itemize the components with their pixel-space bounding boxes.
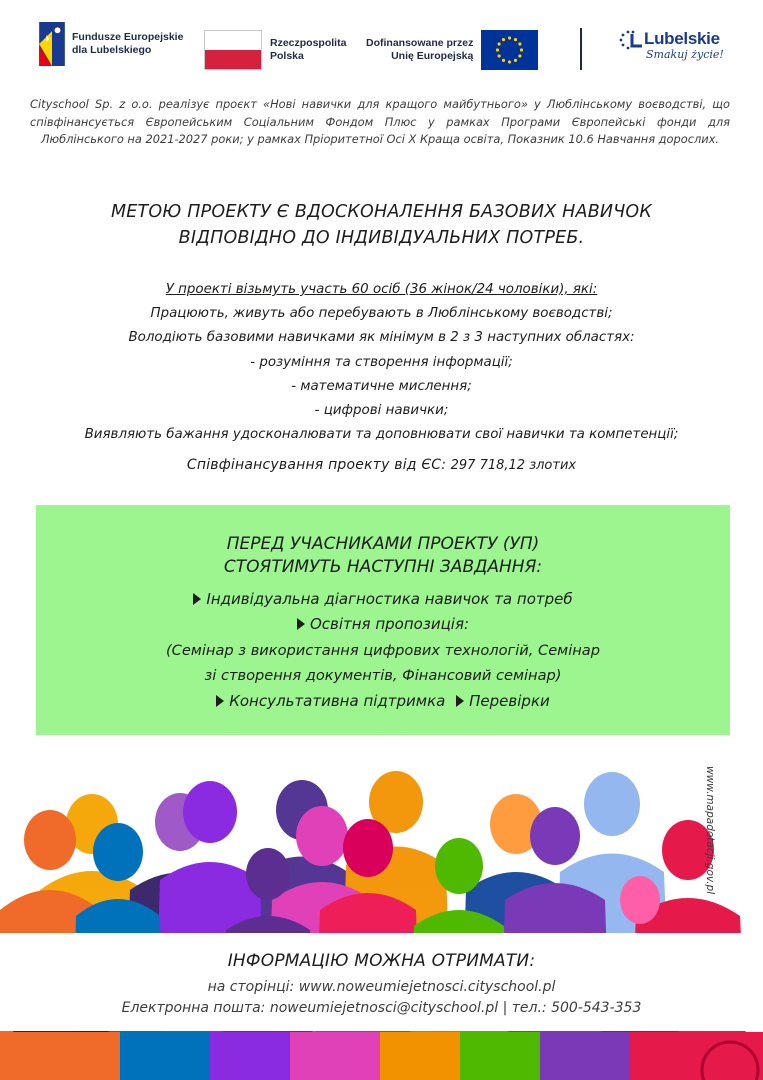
participants-line: Працюють, живуть або перебувають в Люблінському воєводстві; (150, 306, 613, 322)
logo-divider (580, 28, 582, 70)
participants-heading: У проекті візьмуть участь 60 осіб (36 жінок/24 чоловіки), які: (165, 282, 598, 297)
participants-line: - математичне мислення; (291, 378, 472, 394)
lubelskie-logo (618, 28, 724, 61)
fe-logo-line2: dla Lubelskiego (72, 44, 152, 56)
tasks-box (36, 505, 730, 735)
info-title: ІНФОРМАЦІЮ МОЖНА ОТРИМАТИ: (227, 951, 536, 971)
tasks-title-line1: ПЕРЕД УЧАСНИКАМИ ПРОЕКТУ (УП) (226, 534, 540, 554)
cofinancing-label: Співфінансування проекту від ЄС: (186, 457, 447, 473)
task-seminars-line1: (Семінар з використання цифрових технологій, Семінар (165, 642, 600, 659)
participants-section (20, 278, 743, 447)
lubelskie-slogan: Smakuj życie! (646, 48, 724, 61)
task-item-label: Індивідуальна діагностика навичок та потреб (206, 590, 573, 608)
task-item-label: Перевірки (469, 692, 550, 710)
goal-line1: МЕТОЮ ПРОЕКТУ Є ВДОСКОНАЛЕННЯ БАЗОВИХ НАВИЧОК (110, 202, 653, 222)
cofinancing-value: 297 718,12 злотих (450, 458, 577, 473)
pl-logo (204, 30, 346, 70)
task-item-support (36, 692, 730, 710)
tasks-title (36, 533, 730, 579)
eu-flag-icon (481, 30, 538, 70)
triangle-bullet-icon (216, 695, 224, 707)
participants-line: Виявляють бажання удосконалювати та доповнювати свої навички та компетенції; (84, 427, 679, 443)
participants-line: - цифрові навички; (314, 403, 449, 419)
participants-line: Володіють базовими навичками як мінімум в 2 з 3 наступних областях: (128, 330, 635, 346)
info-bar (0, 933, 763, 1031)
lubelskie-emblem-icon (618, 28, 644, 50)
triangle-bullet-icon (193, 593, 201, 605)
silhouette-bottom-strip (0, 1032, 763, 1080)
task-item-label: Консультативна підтримка (229, 692, 446, 710)
task-seminars (36, 638, 730, 688)
project-goal (20, 199, 743, 251)
eu-logo-line2: Unię Europejską (391, 50, 474, 62)
eu-logo (366, 30, 538, 70)
triangle-bullet-icon (456, 695, 464, 707)
poland-flag-icon (204, 30, 262, 70)
side-website-label (704, 766, 732, 895)
task-seminars-line2: зі створення документів, Фінансовий семінар) (204, 667, 562, 684)
pl-logo-line2: Polska (270, 50, 304, 62)
task-item-label: Освітня пропозиція: (309, 615, 470, 633)
goal-line2: ВІДПОВІДНО ДО ІНДИВІДУАЛЬНИХ ПОТРЕБ. (178, 228, 585, 248)
info-contact[interactable]: Електронна пошта: noweumiejetnosci@cityschool.pl | тел.: 500-543-353 (121, 1000, 642, 1016)
pl-logo-line1: Rzeczpospolita (270, 37, 347, 49)
info-website[interactable]: на сторінці: www.noweumiejetnosci.cityschool.pl (207, 979, 556, 995)
task-item-diagnostics (36, 590, 730, 608)
side-website-text: www.mapadotacji.gov.pl (704, 766, 716, 895)
participants-line: - розуміння та створення інформації; (250, 354, 513, 370)
lubelskie-title: Lubelskie (644, 29, 720, 48)
header-logos (0, 0, 763, 88)
tasks-title-line2: СТОЯТИМУТЬ НАСТУПНІ ЗАВДАННЯ: (223, 557, 543, 577)
cofinancing-line (20, 457, 743, 473)
fe-logo-line1: Fundusze Europejskie (72, 31, 184, 43)
fe-emblem-icon (38, 22, 66, 66)
triangle-bullet-icon (297, 618, 305, 630)
fe-logo (38, 22, 183, 66)
task-item-education (36, 615, 730, 633)
intro-paragraph: Cityschool Sp. z o.o. реалізує проєкт «Нові навички для кращого майбутнього» у Люблінському воєводстві, що співфінансується Європейським Соціальним Фондом Плюс у рамках Програми Європейські фонди для Люблінського на 2021-2027 роки; у рамках Пріоритетної Осі X Краща освіта, Показник 10.6 Навчання дорослих. (30, 97, 730, 146)
eu-logo-line1: Dofinansowane przez (366, 37, 474, 49)
